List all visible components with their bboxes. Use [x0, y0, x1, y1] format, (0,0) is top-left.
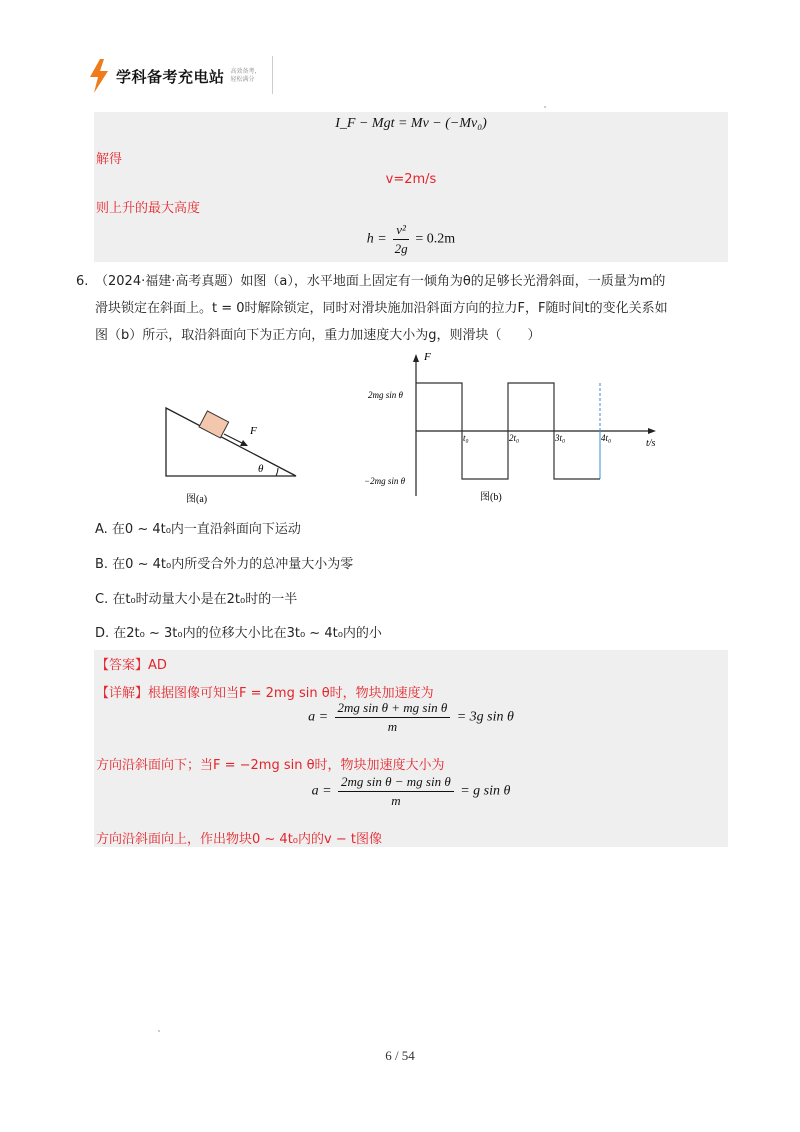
- figure-a-caption: 图(a): [186, 494, 208, 505]
- option-a[interactable]: A. 在0 ~ 4t₀内一直沿斜面向下运动: [95, 522, 301, 537]
- lower-level-label: −2mg sin θ: [364, 476, 405, 486]
- solve-label: 解得: [96, 152, 123, 167]
- logo-slogan: 高效备考, 轻松满分: [230, 68, 257, 83]
- x-axis-label: t/s: [646, 438, 656, 449]
- lightning-icon: [88, 59, 110, 93]
- height-equation: h = $\frac{\text{v²}}{2g}$ = 0.2m: [366, 222, 456, 256]
- page-number: 6 / 54: [385, 1048, 415, 1063]
- answer-box: [94, 650, 728, 847]
- max-height-label: 则上升的最大高度: [96, 201, 201, 216]
- x-tick-label-1: t₀: [463, 433, 469, 443]
- detail-line-2: 方向沿斜面向下；当F = −2mg sin θ时，物块加速度大小为: [96, 758, 445, 773]
- question-line-1: （2024·福建·高考真题）如图（a），水平地面上固定有一倾角为θ的足够长光滑斜面，一质量为m的: [95, 274, 666, 289]
- figure-b-chart: [360, 350, 680, 510]
- upper-level-label: 2mg sin θ: [368, 390, 403, 400]
- option-d[interactable]: D. 在2t₀ ~ 3t₀内的位移大小比在3t₀ ~ 4t₀内的小: [95, 626, 382, 641]
- question-line-3: 图（b）所示，取沿斜面向下为正方向，重力加速度大小为g，则滑块（ ）: [95, 328, 541, 343]
- figure-b-caption: 图(b): [480, 492, 502, 503]
- velocity-result: v=2m/s: [385, 172, 437, 187]
- detail-line-3: 方向沿斜面向上，作出物块0 ~ 4t₀内的v − t图像: [96, 832, 382, 847]
- logo-text: 学科备考充电站: [116, 67, 225, 86]
- x-tick-label-4: 4t₀: [601, 433, 612, 443]
- force-label: F: [250, 425, 257, 437]
- option-b[interactable]: B. 在0 ~ 4t₀内所受合外力的总冲量大小为零: [95, 557, 354, 572]
- question-number: 6.: [76, 274, 89, 289]
- y-axis-label: F: [424, 351, 431, 363]
- question-line-2: 滑块锁定在斜面上。t = 0时解除锁定，同时对滑块施加沿斜面方向的拉力F，F随时间t的变化关系如: [95, 301, 668, 316]
- x-tick-label-3: 3t₀: [555, 433, 566, 443]
- x-axis-arrow: [648, 428, 656, 434]
- header-logo: [88, 58, 265, 94]
- answer-text: 【答案】AD: [96, 658, 167, 673]
- impulse-equation: I_F − Mgt = Mv − (−Mv₀): [335, 116, 487, 131]
- speck: [158, 1030, 160, 1032]
- angle-label: θ: [258, 463, 264, 475]
- y-axis-arrow: [413, 354, 419, 362]
- accel-equation-1: a = $\frac{\text{2mg sin θ + mg sin θ}}{m}$ = 3g sin θ: [308, 700, 514, 734]
- incline: [166, 408, 296, 476]
- figure-a: [150, 400, 310, 510]
- option-c[interactable]: C. 在t₀时动量大小是在2t₀时的一半: [95, 592, 298, 607]
- accel-equation-2: a = $\frac{\text{2mg sin θ − mg sin θ}}{m}$ = g sin θ: [311, 774, 511, 808]
- speck: [544, 106, 546, 108]
- header-divider: [272, 56, 273, 94]
- x-tick-label-2: 2t₀: [509, 433, 520, 443]
- detail-line-1: 【详解】根据图像可知当F = 2mg sin θ时，物块加速度为: [96, 686, 434, 701]
